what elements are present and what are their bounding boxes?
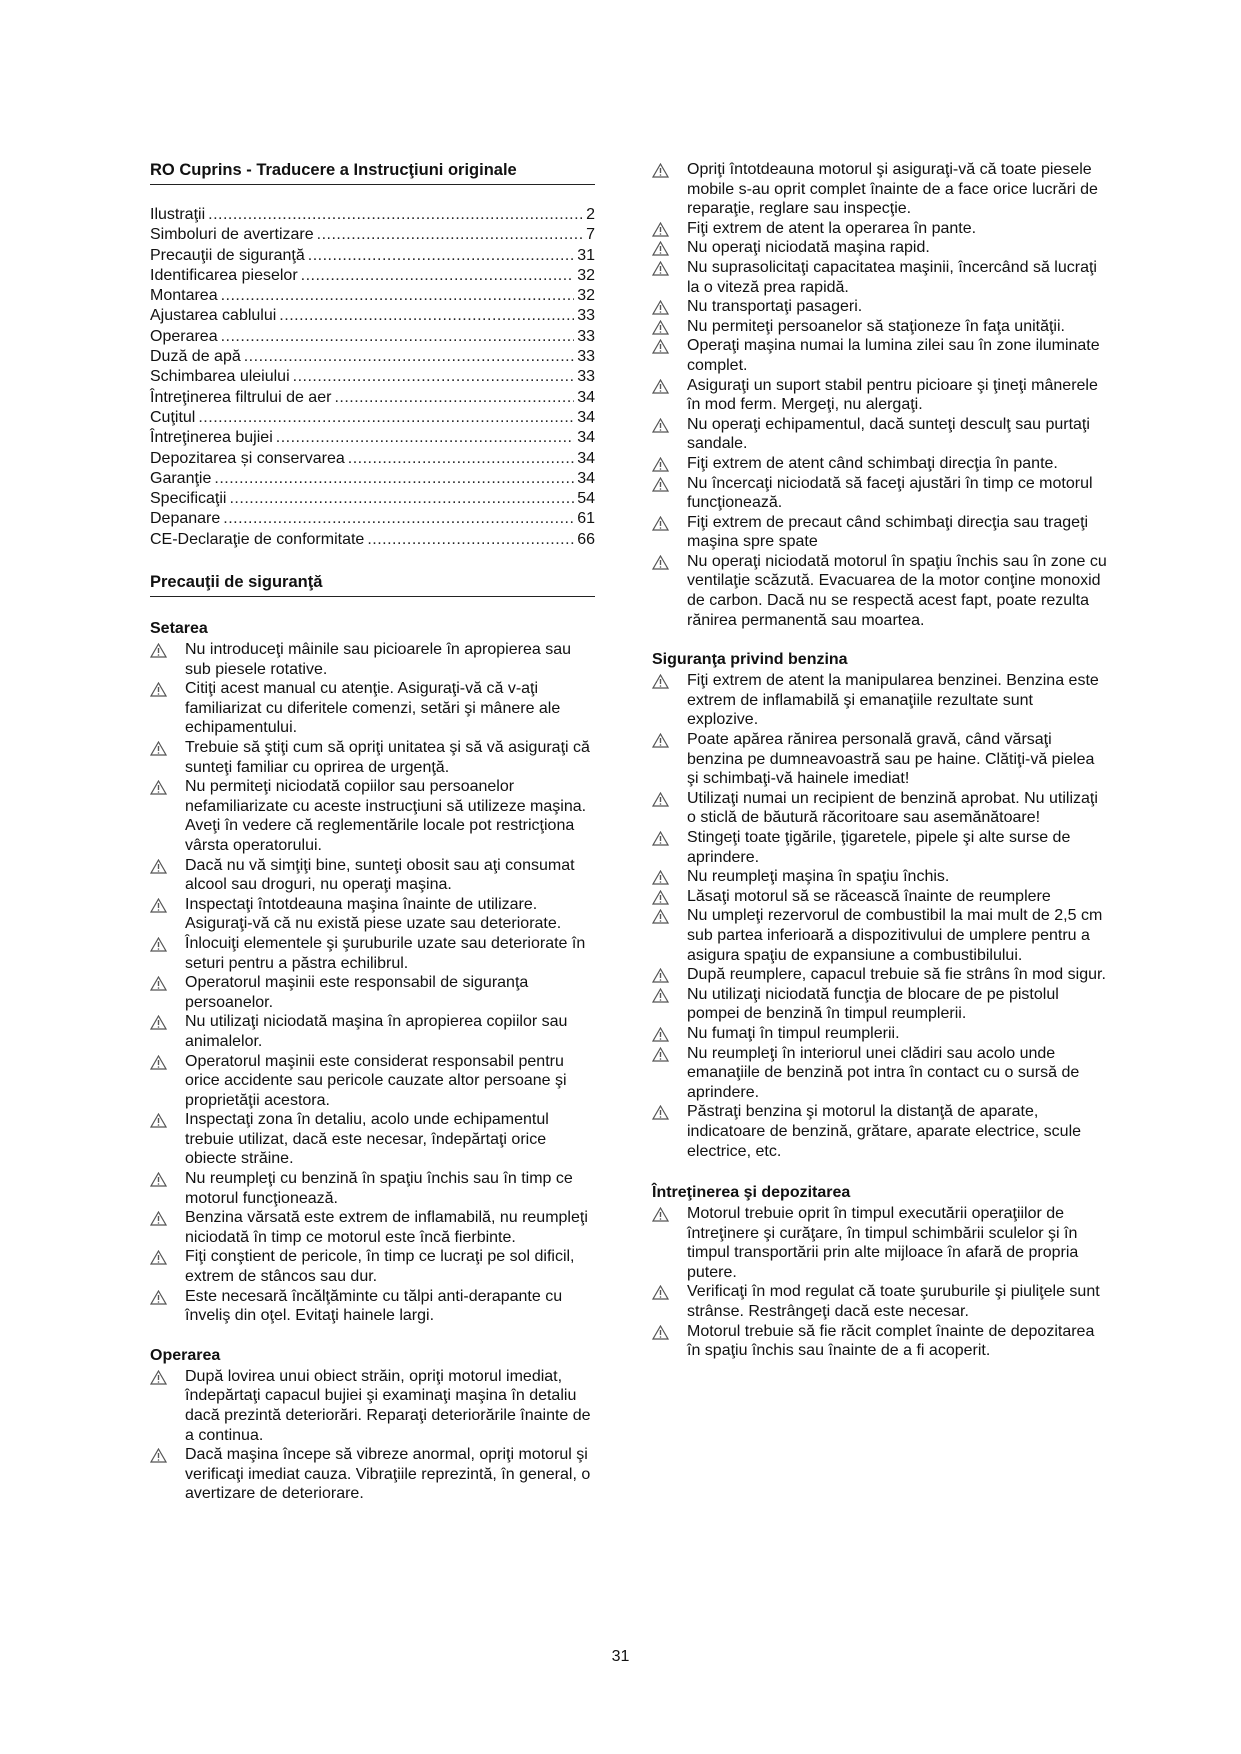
warning-list-item [652,730,1107,789]
toc-entry [150,388,595,408]
warning-triangle-icon [150,682,167,697]
warning-text: Nu suprasolicitaţi capacitatea maşinii, încercând să lucraţi la o viteză prea rapidă. [687,258,1097,296]
warning-list-item [150,738,595,777]
toc-entry-page: 33 [577,348,595,366]
warning-list-item [652,1282,1107,1321]
warning-triangle-icon [150,1290,167,1305]
warning-list-item [652,474,1107,513]
warning-triangle-icon [652,379,669,394]
warning-triangle-icon [150,1250,167,1265]
toc-entry-label: Întreţinerea filtrului de aer [150,388,332,406]
warning-triangle-icon [150,1448,167,1463]
toc-entry [150,266,595,286]
toc-entry [150,367,595,387]
warning-triangle-icon [150,1370,167,1385]
toc-entry [150,408,595,428]
warning-list-item [652,965,1107,985]
warning-text: Nu transportaţi pasageri. [687,298,863,316]
toc-entry-label: Specificaţii [150,490,227,508]
warning-list-item [652,513,1107,552]
warning-text: După lovirea unui obiect străin, opriţi motorul imediat, îndepărtaţi capacul bujiei şi examinaţi maşina în detaliu dacă prezintă deteriorări. Reparaţi deteriorările înainte de a continua. [185,1367,591,1444]
warning-triangle-icon [652,320,669,335]
warning-text: După reumplere, capacul trebuie să fie strâns în mod sigur. [687,966,1106,984]
operarea-list [150,1367,595,1504]
warning-list-item [150,679,595,738]
warning-triangle-icon [652,457,669,472]
toc-entry [150,347,595,367]
warning-list-item [652,415,1107,454]
warning-list-item [150,973,595,1012]
warning-triangle-icon [150,898,167,913]
toc-entry [150,530,595,550]
warning-list-item [652,552,1107,630]
warning-text: Trebuie să ştiţi cum să opriţi unitatea şi să vă asiguraţi că sunteţi familiar cu oprirea de urgenţă. [185,739,590,776]
intretinere-heading: Întreţinerea şi depozitarea [652,1184,851,1202]
warning-triangle-icon [150,1015,167,1030]
warning-triangle-icon [150,859,167,874]
toc-leader-dots [244,347,574,367]
toc-entry-label: Montarea [150,287,218,305]
warning-triangle-icon [150,976,167,991]
warning-text: Fiţi extrem de atent când schimbaţi direcţia în pante. [687,454,1058,472]
toc-entry-page: 34 [577,449,595,467]
benzina-heading: Siguranţa privind benzina [652,651,848,669]
warning-text: Benzina vărsată este extrem de inflamabilă, nu reumpleţi niciodată în timp ce motorul este încă fierbinte. [185,1209,588,1246]
warning-text: Nu operaţi echipamentul, dacă sunteţi desculţ sau purtaţi sandale. [687,415,1090,453]
operarea-continued-list [652,160,1107,630]
warning-text: Nu reumpleţi în interiorul unei clădiri sau acolo unde emanaţiile de benzină pot intra în contact cu o sursă de aprindere. [687,1044,1080,1101]
toc-entry-label: Întreţinerea bujiei [150,429,273,447]
warning-list-item [150,1367,595,1445]
warning-triangle-icon [652,1027,669,1042]
warning-triangle-icon [652,1105,669,1120]
toc-entry [150,449,595,469]
warning-list-item [150,1247,595,1286]
warning-text: Nu operaţi niciodată motorul în spaţiu închis sau în zone cu ventilaţie scăzută. Evacuarea de la motor conţine monoxid de carbon. Dacă nu se respectă acest fapt, poate rezulta rănirea permanentă sau moartea. [687,552,1107,629]
warning-list-item [652,1204,1107,1282]
toc-entry-label: Simboluri de avertizare [150,226,314,244]
warning-list-item [652,376,1107,415]
warning-triangle-icon [652,870,669,885]
warning-triangle-icon [652,1047,669,1062]
warning-triangle-icon [652,300,669,315]
warning-text: Nu fumaţi în timpul reumplerii. [687,1024,900,1042]
warning-triangle-icon [150,937,167,952]
table-of-contents [150,205,595,550]
warning-triangle-icon [652,339,669,354]
toc-entry-page: 34 [577,388,595,406]
warning-triangle-icon [652,222,669,237]
toc-leader-dots [308,246,574,266]
toc-entry [150,489,595,509]
warning-text: Nu utilizaţi niciodată maşina în apropierea copiilor sau animalelor. [185,1013,568,1050]
toc-entry-label: Garanţie [150,469,212,487]
warning-list-item [652,336,1107,375]
warning-text: Dacă nu vă simţiţi bine, sunteţi obosit sau aţi consumat alcool sau droguri, nu operaţi maşina. [185,856,575,894]
warning-list-item [652,1322,1107,1361]
toc-entry-page: 7 [586,226,595,244]
warning-text: Nu încercaţi niciodată să faceţi ajustări în timp ce motorul funcţionează. [687,474,1093,512]
warning-triangle-icon [652,477,669,492]
warning-list-item [652,671,1107,730]
warning-list-item [150,1208,595,1247]
warning-triangle-icon [652,733,669,748]
toc-entry-page: 61 [577,510,595,528]
warning-triangle-icon [150,1172,167,1187]
warning-text: Nu permiteţi niciodată copiilor sau persoanelor nefamiliarizate cu aceste instrucţiuni să utilizeze maşina. Aveţi în vedere că reglementările locale pot restricţiona vârsta operatorului. [185,778,587,854]
warning-list-item [652,454,1107,474]
toc-leader-dots [223,509,574,529]
toc-entry-label: Operarea [150,327,218,345]
warning-triangle-icon [652,1207,669,1222]
warning-text: Inspectaţi întotdeauna maşina înainte de utilizare. Asiguraţi-vă că nu există piese uzate sau deteriorate. [185,895,562,933]
toc-entry [150,469,595,489]
toc-entry-label: Precauţii de siguranţă [150,246,305,264]
warning-text: Fiţi extrem de atent la manipularea benzinei. Benzina este extrem de inflamabilă şi emanaţiile rezultate sunt explozive. [687,672,1099,729]
warning-list-item [652,1044,1107,1103]
benzina-list [652,671,1107,1161]
warning-triangle-icon [150,1113,167,1128]
warning-text: Nu permiteţi persoanelor să staţioneze în faţa unităţii. [687,317,1065,335]
warning-triangle-icon [652,831,669,846]
warning-text: Verificaţi în mod regulat că toate şuruburile şi piuliţele sunt strânse. Restrângeţi dacă este necesar. [687,1283,1100,1321]
warning-text: Nu operaţi niciodată maşina rapid. [687,239,930,257]
warning-list-item [652,317,1107,337]
warning-triangle-icon [652,418,669,433]
toc-leader-dots [317,225,583,245]
warning-list-item [150,856,595,895]
toc-entry-page: 54 [577,490,595,508]
toc-leader-dots [276,428,574,448]
toc-leader-dots [214,469,574,489]
warning-text: Motorul trebuie să fie răcit complet înainte de depozitarea în spaţiu închis sau înainte de a fi acoperit. [687,1322,1095,1360]
warning-text: Motorul trebuie oprit în timpul executării operaţiilor de întreţinere şi curăţare, în timpul schimbării sculelor şi în timpul transportării prin alte mijloace în afară de propria putere. [687,1205,1079,1281]
toc-leader-dots [301,266,575,286]
warning-list-item [150,934,595,973]
toc-entry [150,327,595,347]
toc-entry-label: Schimbarea uleiului [150,368,290,386]
toc-entry-page: 34 [577,469,595,487]
warning-triangle-icon [652,968,669,983]
warning-triangle-icon [652,163,669,178]
toc-entry [150,225,595,245]
warning-triangle-icon [652,241,669,256]
toc-entry [150,509,595,529]
warning-text: Operatorul maşinii este considerat responsabil pentru orice accidente sau pericole cauzate altor persoane şi proprietăţii acestora. [185,1052,567,1109]
warning-list-item [652,297,1107,317]
toc-entry-page: 33 [577,368,595,386]
warning-list-item [652,1102,1107,1161]
warning-list-item [150,1169,595,1208]
toc-leader-dots [221,286,575,306]
toc-entry-page: 31 [577,246,595,264]
toc-entry [150,428,595,448]
warning-list-item [652,828,1107,867]
warning-triangle-icon [652,555,669,570]
toc-entry-label: CE-Declaraţie de conformitate [150,530,365,548]
toc-entry-page: 32 [577,266,595,284]
warning-text: Dacă maşina începe să vibreze anormal, opriţi motorul şi verificaţi imediat cauza. Vibraţiile reprezintă, în general, o avertizare de deteriorare. [185,1446,591,1503]
warning-list-item [652,887,1107,907]
warning-text: Fiţi extrem de atent la operarea în pante. [687,219,977,237]
warning-list-item [652,160,1107,219]
warning-text: Înlocuiţi elementele şi şuruburile uzate sau deteriorate în seturi pentru a păstra echilibrul. [185,934,586,972]
toc-entry-page: 34 [577,408,595,426]
warning-list-item [150,1110,595,1169]
warning-list-item [652,219,1107,239]
toc-leader-dots [221,327,575,347]
toc-entry-label: Duză de apă [150,348,241,366]
warning-triangle-icon [652,674,669,689]
toc-leader-dots [367,530,574,550]
toc-entry [150,205,595,225]
warning-triangle-icon [652,988,669,1003]
right-column [652,160,1107,1361]
warning-list-item [652,906,1107,965]
toc-entry-page: 33 [577,327,595,345]
toc-entry-page: 33 [577,307,595,325]
warning-text: Inspectaţi zona în detaliu, acolo unde echipamentul trebuie utilizat, dacă este necesar, îndepărtaţi orice obiecte străine. [185,1111,549,1168]
toc-entry-label: Identificarea pieselor [150,266,298,284]
warning-text: Nu utilizaţi niciodată funcţia de blocare de pe pistolul pompei de benzină în timpul reumplerii. [687,985,1059,1023]
warning-list-item [652,238,1107,258]
warning-list-item [652,1024,1107,1044]
setarea-heading: Setarea [150,620,208,638]
toc-entry-label: Cuţitul [150,408,196,426]
toc-entry [150,246,595,266]
toc-entry-label: Ajustarea cablului [150,307,277,325]
warning-text: Nu umpleţi rezervorul de combustibil la mai mult de 2,5 cm sub partea inferioară a dispozitivului de umplere pentru a asigura spaţiu de expansiune a combustibilului. [687,907,1103,964]
warning-text: Fiţi conştient de pericole, în timp ce lucraţi pe sol dificil, extrem de stâncos sau dur. [185,1248,575,1286]
warning-text: Nu reumpleţi maşina în spaţiu închis. [687,868,950,886]
warning-list-item [150,777,595,855]
warning-triangle-icon [150,741,167,756]
toc-leader-dots [279,306,574,326]
warning-triangle-icon [652,890,669,905]
warning-triangle-icon [652,261,669,276]
warning-list-item [150,1287,595,1326]
warning-triangle-icon [652,1325,669,1340]
left-column [150,160,595,1504]
warning-list-item [652,258,1107,297]
toc-entry [150,306,595,326]
warning-list-item [652,985,1107,1024]
warning-text: Asiguraţi un suport stabil pentru picioare şi ţineţi mânerele în mod ferm. Mergeţi, nu alergaţi. [687,376,1098,414]
setarea-list [150,640,595,1326]
warning-text: Utilizaţi numai un recipient de benzină aprobat. Nu utilizaţi o sticlă de băutură răcoritoare sau asemănătoare! [687,789,1098,827]
toc-leader-dots [208,205,583,225]
warning-text: Opriţi întotdeauna motorul şi asiguraţi-vă că toate piesele mobile s-au oprit complet înainte de a face orice lucrări de reparaţie, reglare sau inspecţie. [687,161,1098,218]
warning-text: Stingeţi toate ţigările, ţigaretele, pipele şi alte surse de aprindere. [687,829,1071,866]
toc-leader-dots [293,367,575,387]
warning-text: Nu introduceţi mâinile sau picioarele în apropierea sau sub piesele rotative. [185,641,571,678]
toc-entry-label: Ilustraţii [150,206,206,223]
toc-entry-page: 34 [577,429,595,447]
warning-text: Nu reumpleţi cu benzină în spaţiu închis sau în timp ce motorul funcţionează. [185,1170,573,1207]
toc-entry-page: 66 [577,530,595,548]
warning-triangle-icon [150,1055,167,1070]
toc-entry-page: 2 [586,206,595,223]
warning-list-item [150,1445,595,1504]
toc-leader-dots [229,489,574,509]
operarea-heading: Operarea [150,1346,221,1364]
warning-list-item [652,867,1107,887]
toc-title: RO Cuprins - Traducere a Instrucţiuni originale [150,160,595,185]
safety-title: Precauţii de siguranţă [150,572,595,597]
warning-triangle-icon [150,1211,167,1226]
toc-entry-label: Depanare [150,510,221,528]
warning-list-item [150,640,595,679]
warning-text: Poate apărea rănirea personală gravă, când vărsaţi benzina pe dumneavoastră sau pe haine. Clătiţi-vă pielea şi schimbaţi-vă hainele imediat! [687,731,1095,788]
toc-leader-dots [198,408,574,428]
warning-triangle-icon [652,909,669,924]
warning-triangle-icon [150,780,167,795]
warning-triangle-icon [652,1285,669,1300]
warning-text: Păstraţi benzina şi motorul la distanţă de aparate, indicatoare de benzină, grătare, aparate electrice, scule electrice, etc. [687,1103,1082,1160]
warning-text: Citiţi acest manual cu atenţie. Asiguraţi-vă că v-aţi familiarizat cu diferitele comenzi, setări şi mânere ale echipamentului. [185,680,561,737]
toc-leader-dots [334,388,574,408]
warning-text: Operaţi maşina numai la lumina zilei sau în zone iluminate complet. [687,337,1100,374]
page-number: 31 [611,1648,630,1665]
warning-list-item [652,789,1107,828]
toc-entry [150,286,595,306]
toc-leader-dots [348,449,574,469]
warning-triangle-icon [652,792,669,807]
toc-entry-page: 32 [577,287,595,305]
warning-list-item [150,1052,595,1111]
warning-text: Este necesară încălţăminte cu tălpi anti-derapante cu înveliş din oţel. Evitaţi hainele largi. [185,1287,563,1325]
warning-triangle-icon [150,643,167,658]
warning-triangle-icon [652,516,669,531]
intretinere-list [652,1204,1107,1361]
warning-text: Fiţi extrem de precaut când schimbaţi direcţia sau trageţi maşina spre spate [687,513,1089,551]
warning-list-item [150,1012,595,1051]
warning-text: Operatorul maşinii este responsabil de siguranţa persoanelor. [185,974,529,1011]
warning-text: Lăsaţi motorul să se răcească înainte de reumplere [687,887,1051,905]
warning-list-item [150,895,595,934]
toc-entry-label: Depozitarea și conservarea [150,449,345,467]
